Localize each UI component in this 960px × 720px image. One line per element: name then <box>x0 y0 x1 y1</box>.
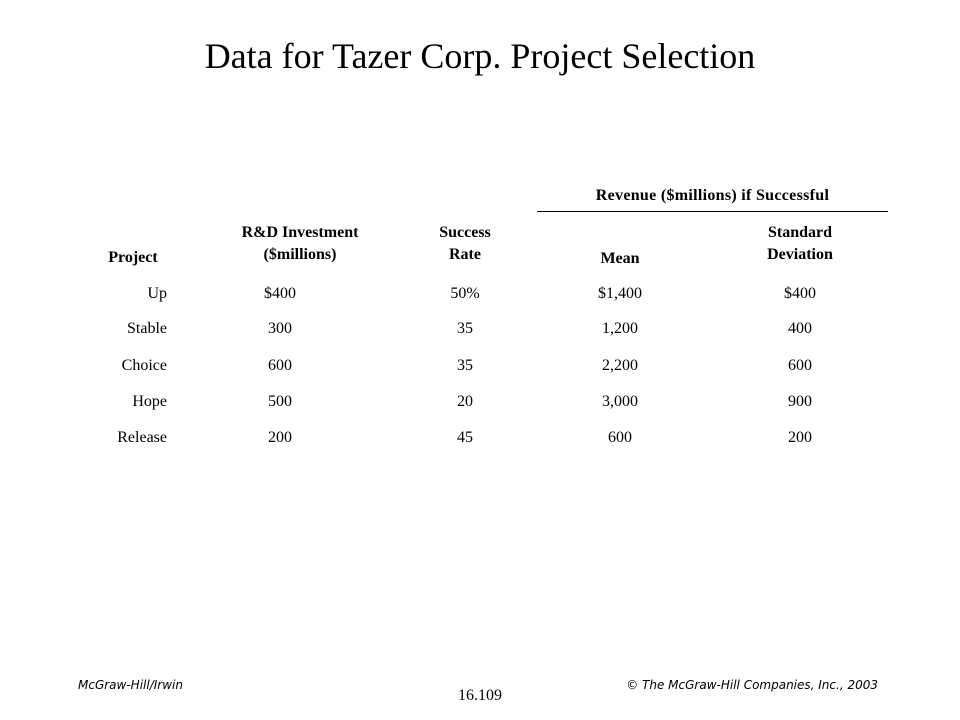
cell-project: Release <box>117 429 167 446</box>
cell-mean: 600 <box>608 429 632 446</box>
header-success-rate <box>405 222 525 266</box>
slide-title: Data for Tazer Corp. Project Selection <box>204 36 756 76</box>
cell-mean: 2,200 <box>602 357 638 374</box>
header-project-label: Project <box>108 249 158 266</box>
cell-project: Choice <box>121 357 167 374</box>
footer-page-number: 16.109 <box>458 687 502 704</box>
header-sd-line1: Standard <box>767 224 833 241</box>
revenue-group-header: Revenue ($millions) if Successful <box>595 187 830 204</box>
cell-success-rate: 20 <box>457 393 473 410</box>
footer-copyright: © The McGraw-Hill Companies, Inc., 2003 <box>626 678 878 692</box>
cell-mean: 3,000 <box>602 393 638 410</box>
footer-publisher: McGraw-Hill/Irwin <box>78 678 183 692</box>
cell-mean: $1,400 <box>598 285 642 302</box>
cell-standard-deviation: 600 <box>788 357 812 374</box>
cell-success-rate: 35 <box>457 320 473 337</box>
cell-success-rate: 35 <box>457 357 473 374</box>
cell-success-rate: 45 <box>457 429 473 446</box>
cell-rd-investment: 600 <box>268 357 292 374</box>
header-sd-line2: Deviation <box>767 246 833 263</box>
cell-rd-investment: 500 <box>268 393 292 410</box>
header-standard-deviation <box>720 222 880 266</box>
cell-project: Stable <box>127 320 167 337</box>
cell-mean: 1,200 <box>602 320 638 337</box>
header-success-line2: Rate <box>449 246 481 263</box>
cell-rd-investment: 300 <box>268 320 292 337</box>
cell-standard-deviation: $400 <box>784 285 816 302</box>
cell-standard-deviation: 400 <box>788 320 812 337</box>
cell-rd-investment: 200 <box>268 429 292 446</box>
header-rd-investment <box>200 222 400 266</box>
header-project <box>88 247 178 269</box>
header-rd-line2: ($millions) <box>263 246 337 263</box>
cell-project: Up <box>147 285 167 302</box>
group-header-rule <box>537 211 888 212</box>
cell-project: Hope <box>132 393 167 410</box>
header-mean-label: Mean <box>600 250 640 267</box>
header-mean <box>560 248 680 270</box>
cell-rd-investment: $400 <box>264 285 296 302</box>
header-success-line1: Success <box>439 224 491 241</box>
cell-success-rate: 50% <box>450 285 480 302</box>
cell-standard-deviation: 200 <box>788 429 812 446</box>
header-rd-line1: R&D Investment <box>241 224 359 241</box>
cell-standard-deviation: 900 <box>788 393 812 410</box>
